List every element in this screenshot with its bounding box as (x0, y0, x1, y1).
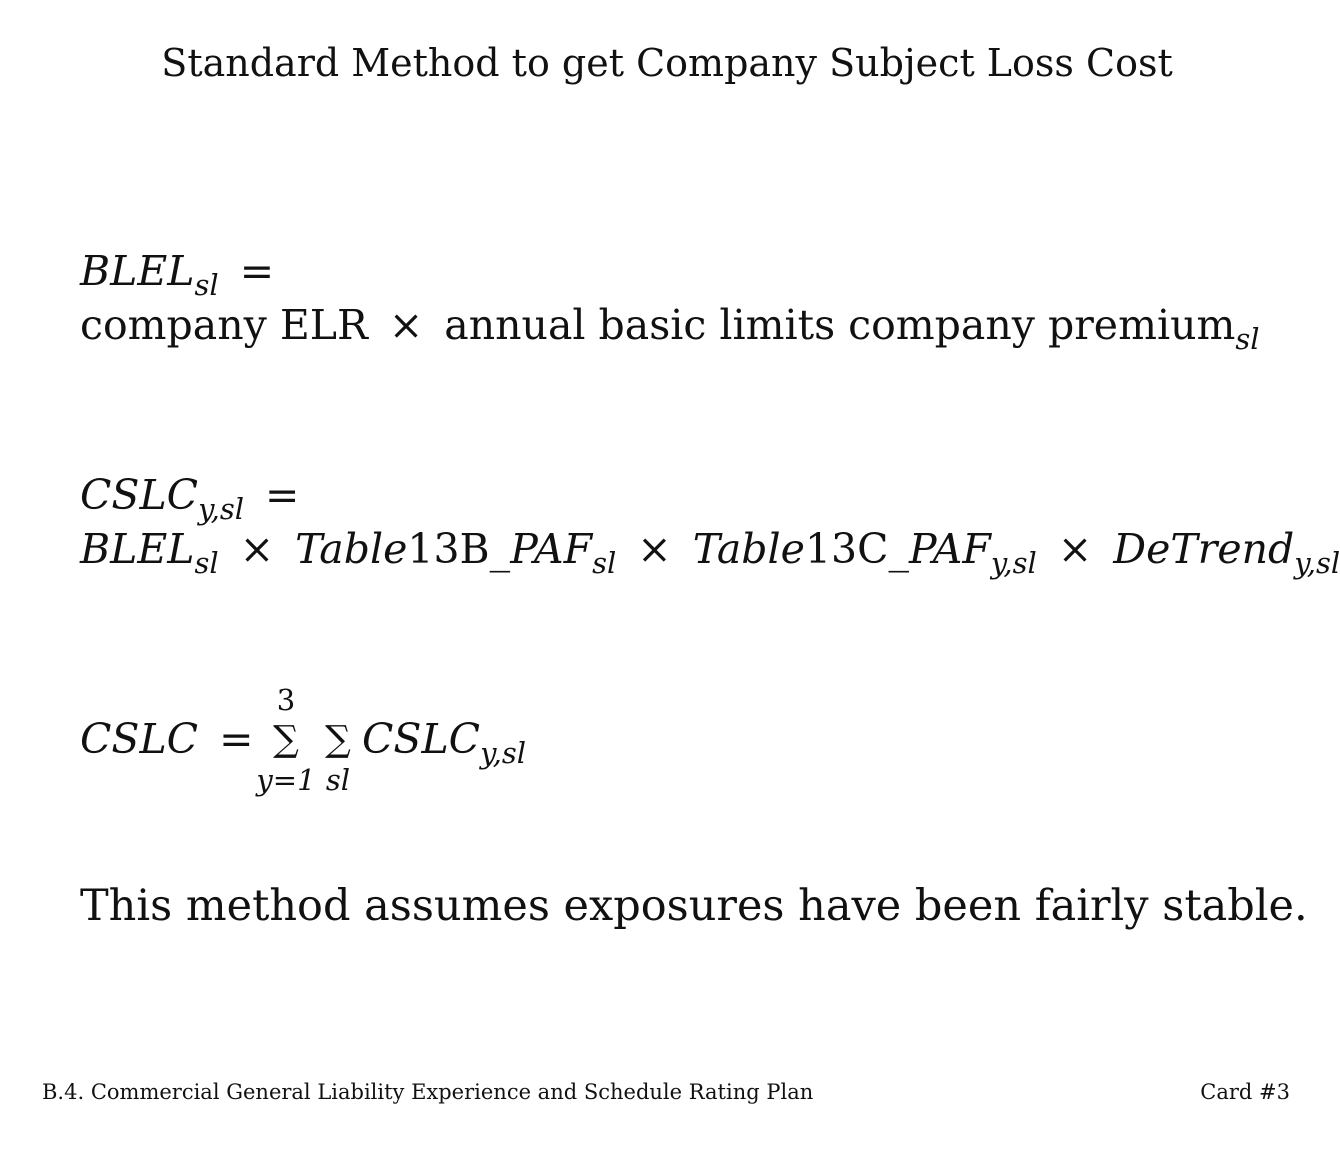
formula2-lhs-subscript: y,sl (198, 492, 244, 526)
formula2-times-3: × (1057, 525, 1093, 573)
formula2-term2-italic2: PAF (510, 525, 593, 573)
formula1-rhs-text2: annual basic limits company premium (444, 301, 1236, 349)
formula2-equals: = (265, 471, 300, 519)
formula1-lhs: BLEL (80, 247, 195, 295)
formula3-sum1-lower (248, 764, 324, 796)
formula1-rhs-subscript: sl (1235, 322, 1260, 356)
formula2-term1-subscript: sl (194, 546, 219, 580)
formula3-term-subscript: y,sl (480, 736, 526, 770)
formula3-sum2-sigma: ∑ (325, 719, 351, 760)
formula2-times-2: × (637, 525, 672, 573)
footer-section-title: B.4. Commercial General Liability Experience and Schedule Rating Plan (42, 1080, 814, 1104)
formula2-term3-plain: 13C_ (804, 525, 909, 573)
formula3-rhs-group (362, 712, 526, 770)
formula3-sum1-lower-text: y=1 (256, 763, 316, 797)
formula2-term2-italic: Table (295, 525, 408, 573)
formula2-term2-subscript: sl (592, 546, 617, 580)
formula1-lhs-line (80, 244, 282, 302)
formula2-term4: DeTrend (1113, 525, 1295, 573)
footer-card-number: Card #3 (1200, 1080, 1290, 1104)
formula2-term2-plain: 13B_ (407, 525, 511, 573)
formula2-term3-italic: Table (692, 525, 805, 573)
formula1-equals: = (239, 247, 275, 295)
formula1-times: × (388, 301, 424, 349)
formula1-rhs-text: company ELR (80, 301, 368, 349)
formula3-term: CSLC (362, 715, 481, 763)
page-title: Standard Method to get Company Subject Loss Cost (161, 41, 1173, 85)
formula3-lhs-group (80, 712, 261, 766)
formula2-times-1: × (239, 525, 275, 573)
formula3-equals: = (219, 715, 254, 763)
formula2-lhs: CSLC (80, 471, 199, 519)
formula2-rhs-line (80, 522, 1340, 580)
formula2-term3-italic2: PAF (908, 525, 991, 573)
formula2-term1: BLEL (80, 525, 195, 573)
formula1-lhs-subscript: sl (194, 268, 219, 302)
formula3-sum1-upper: 3 (276, 683, 296, 717)
method-statement: This method assumes exposures have been fairly stable. (80, 881, 1308, 931)
formula2-term4-subscript: y,sl (1294, 546, 1340, 580)
formula3-sum1-sigma: ∑ (273, 719, 299, 760)
formula1-rhs-line (80, 298, 1260, 356)
formula2-lhs-line (80, 468, 307, 526)
formula3-lhs: CSLC (80, 715, 199, 763)
formula2-term3-subscript: y,sl (990, 546, 1037, 580)
formula3-sum2-lower: sl (325, 763, 351, 797)
